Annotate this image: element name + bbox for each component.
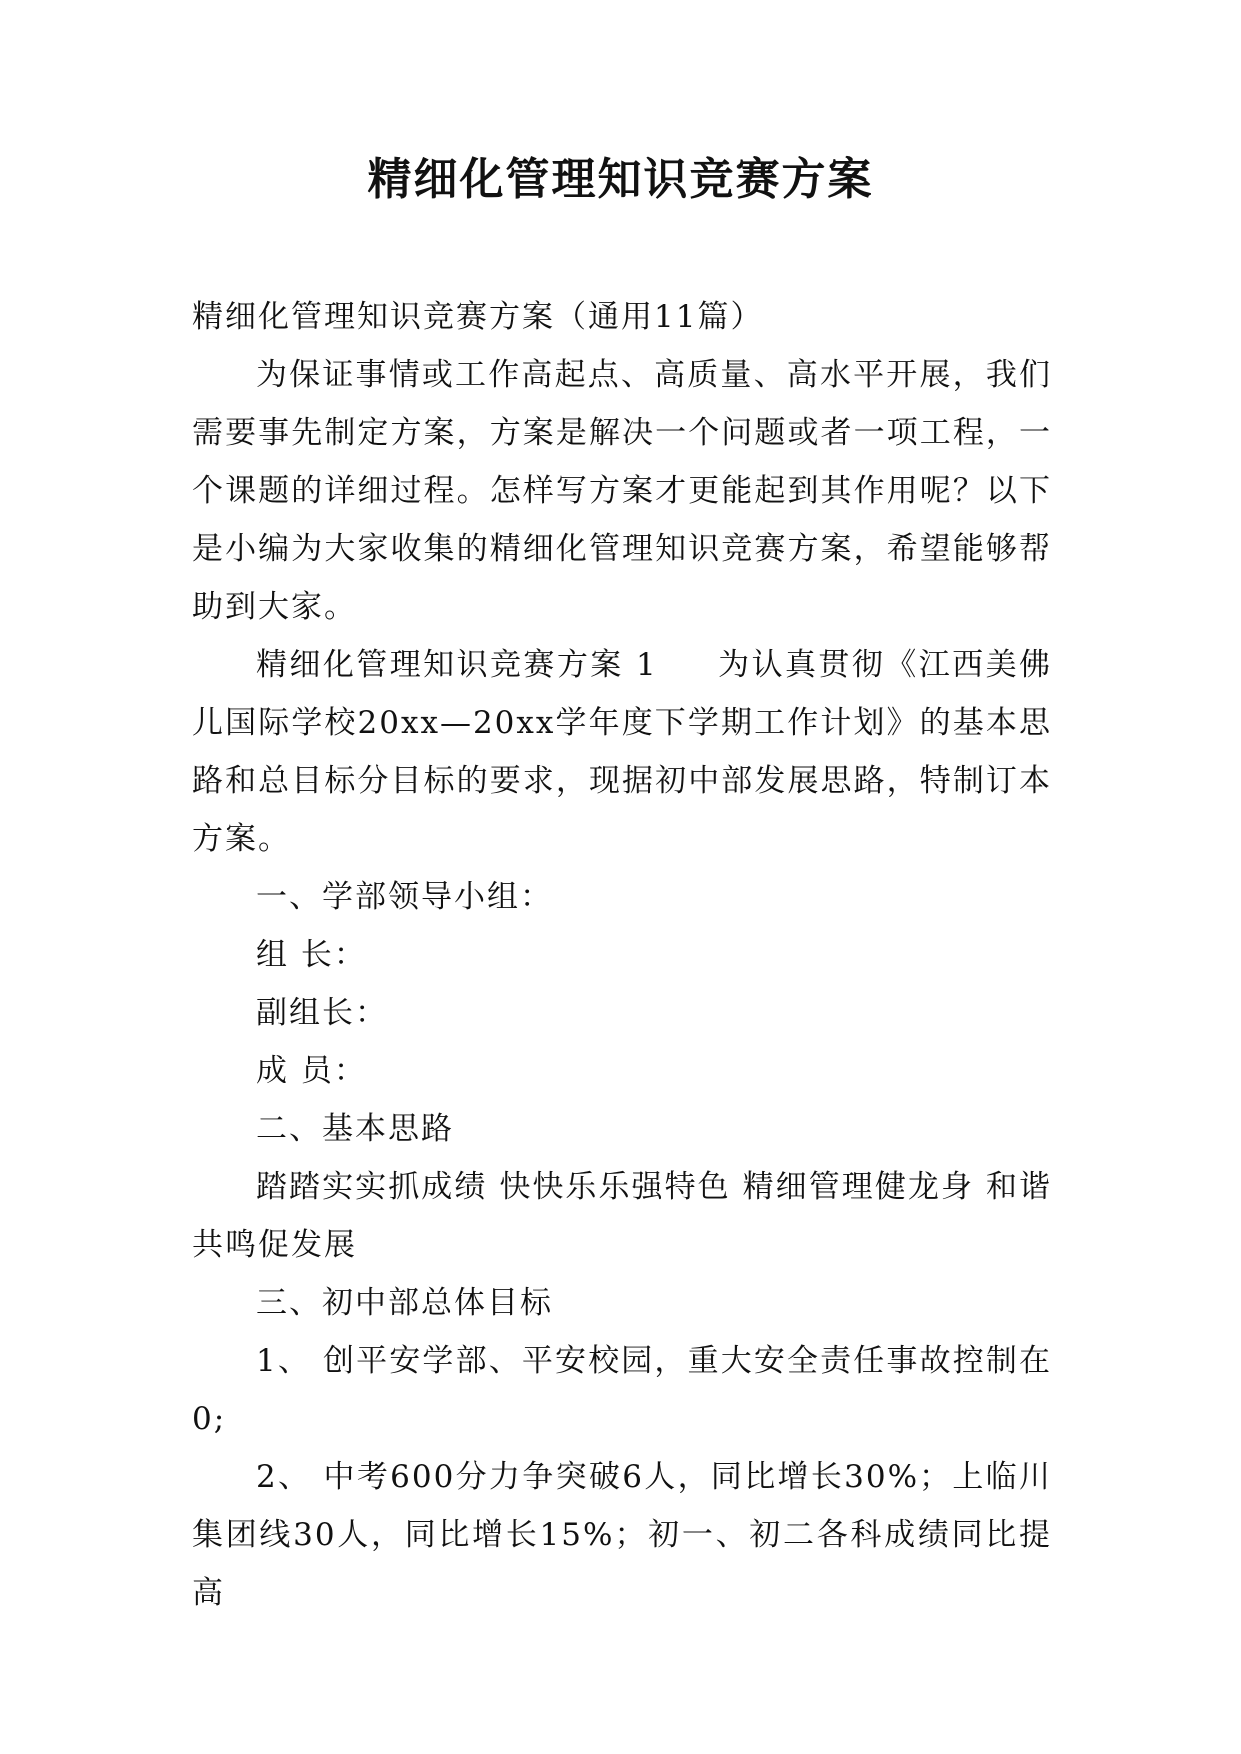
- leader-line: 组 长：: [256, 937, 367, 973]
- section-heading-leadership: 一、学部领导小组：: [256, 879, 553, 915]
- section-heading-goals: 三、初中部总体目标: [256, 1285, 553, 1321]
- goal-item-2: 2、 中考600分力争突破6人，同比增长30%；上临川集团线30人，同比增长15%；初一、初二各科成绩同比提高: [192, 1459, 1052, 1611]
- goal-item-1: 1、 创平安学部、平安校园，重大安全责任事故控制在0;: [192, 1343, 1052, 1437]
- approach-paragraph: 踏踏实实抓成绩 快快乐乐强特色 精细管理健龙身 和谐共鸣促发展: [192, 1169, 1052, 1263]
- subtitle-paragraph: 精细化管理知识竞赛方案（通用11篇）: [192, 299, 764, 335]
- section-heading-approach: 二、基本思路: [256, 1111, 454, 1147]
- document-body: [192, 288, 1052, 1622]
- intro-paragraph: 为保证事情或工作高起点、高质量、高水平开展，我们需要事先制定方案，方案是解决一个问题或者一项工程，一个课题的详细过程。怎样写方案才更能起到其作用呢？以下是小编为大家收集的精细化管理知识竞赛方案，希望能够帮助到大家。: [192, 357, 1052, 625]
- document-title: 精细化管理知识竞赛方案: [367, 154, 874, 205]
- members-line: 成 员：: [256, 1053, 367, 1089]
- plan-1-heading: 精细化管理知识竞赛方案 1: [256, 647, 658, 683]
- deputy-leader-line: 副组长：: [256, 995, 388, 1031]
- plan-1-text: 为认真贯彻《江西美佛儿国际学校20xx—20xx学年度下学期工作计划》的基本思路和总目标分目标的要求，现据初中部发展思路，特制订本方案。: [192, 647, 1053, 857]
- plan-1-paragraph: [192, 636, 1052, 868]
